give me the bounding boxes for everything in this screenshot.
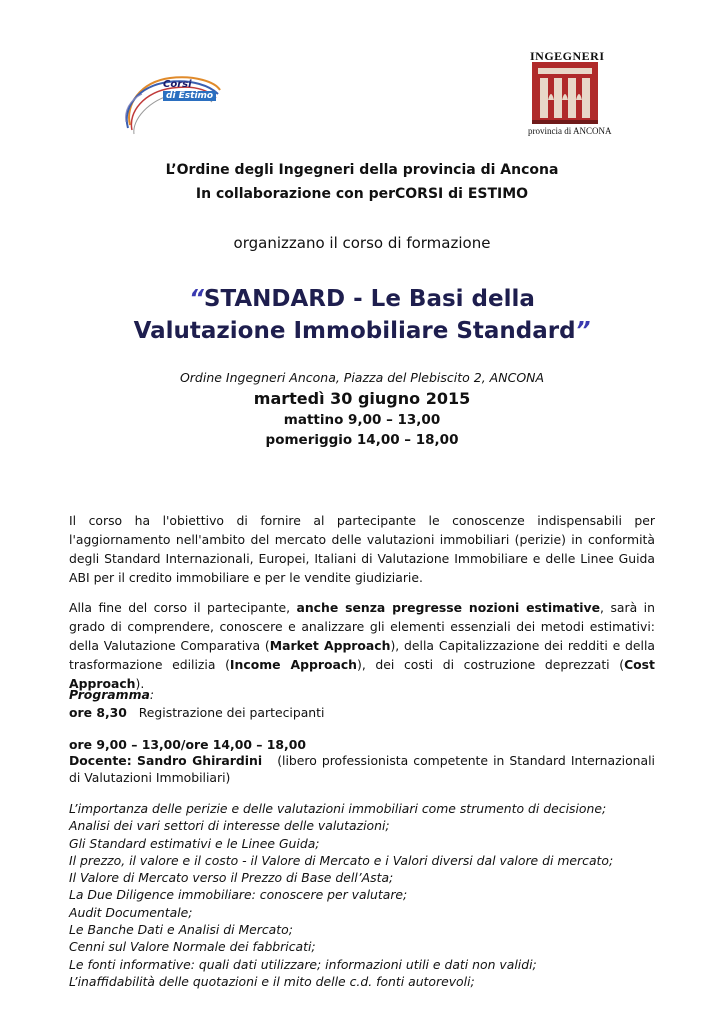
programma-colon: : (149, 687, 155, 702)
docente-label: Docente: Sandro Ghirardini (69, 753, 263, 768)
course-title-line2 (0, 318, 724, 344)
title-line2-text: Valutazione Immobiliare Standard (133, 318, 576, 344)
registration-time: ore 8,30 (69, 705, 127, 720)
list-item: L’importanza delle perizie e delle valutazioni immobiliari come strumento di decisione; (69, 801, 607, 816)
logo-corsi-text: Corsi (163, 79, 192, 90)
p2-text-e: ), della Capitalizzazione dei redditi e della trasformazione edilizia ( (69, 638, 655, 672)
programma-label: Programma (69, 687, 150, 702)
list-item: Cenni sul Valore Normale dei fabbricati; (69, 939, 316, 955)
event-place: Ordine Ingegneri Ancona, Piazza del Plebiscito 2, ANCONA (179, 370, 545, 385)
topics-list (69, 800, 613, 990)
logo-estimo-text: di Estimo (163, 91, 216, 101)
list-item: Il Valore di Mercato verso il Prezzo di Base dell’Asta; (69, 870, 394, 886)
registration-text: Registrazione dei partecipanti (138, 705, 325, 720)
list-item: La Due Diligence immobiliare: conoscere per valutare; (69, 887, 408, 903)
list-item: Le Banche Dati e Analisi di Mercato; (69, 922, 293, 938)
morning-time: mattino 9,00 – 13,00 (283, 412, 441, 428)
programma-heading (69, 686, 154, 703)
organizer-line: L’Ordine degli Ingegneri della provincia di Ancona (165, 162, 559, 178)
list-item: Audit Documentale; (69, 904, 193, 920)
intro-line: organizzano il corso di formazione (233, 234, 491, 252)
course-title-line1 (0, 286, 724, 312)
list-item: Le fonti informative: quali dati utilizzare; informazioni utili e dati non validi; (69, 956, 537, 972)
docente-paragraph (69, 752, 655, 786)
title-line1-text: STANDARD - Le Basi della (203, 286, 535, 312)
p2-text-a: Alla fine del corso il partecipante, (69, 600, 297, 615)
open-quote: “ (189, 286, 204, 312)
list-item: Gli Standard estimativi e le Linee Guida; (69, 835, 320, 851)
p2-text-g: ), dei costi di costruzione deprezzati ( (357, 657, 625, 672)
objective-paragraph: Il corso ha l'obiettivo di fornire al partecipante le conoscenze indispensabili per l'aggiornamento nell'ambito del mercato delle valutazioni immobiliari (perizie) in conformità degli Standard Internazionali, Europei, Italiani di Valutazione Immobiliare e delle Linee Guida ABI per il credito immobiliare e per le vendite giudiziarie. (69, 513, 655, 585)
ordine-provincia-text: provincia di ANCONA (528, 126, 612, 136)
collaboration-line: In collaborazione con perCORSI di ESTIMO (195, 186, 529, 202)
p2-text-c: , sarà in grado di comprendere, conoscere e analizzare gli elementi essenziali dei metodi estimativi: della Valutazione Comparativa ( (69, 600, 655, 653)
p2-bold-market: Market Approach (269, 638, 391, 653)
p2-bold-cost: Cost Approach (69, 657, 655, 691)
p2-bold-income: Income Approach (229, 657, 357, 672)
session-time: ore 9,00 – 13,00/ore 14,00 – 18,00 (69, 737, 307, 752)
close-quote: ” (575, 318, 591, 344)
ordine-ingegneri-word: INGEGNERI (530, 49, 605, 63)
afternoon-time: pomeriggio 14,00 – 18,00 (265, 432, 459, 448)
p2-text-i: ). (135, 676, 145, 691)
p2-bold-b: anche senza pregresse nozioni estimative (296, 600, 601, 615)
registration-row (69, 704, 324, 721)
list-item: L’inaffidabilità delle quotazioni e il mito delle c.d. fonti autorevoli; (69, 973, 475, 989)
docente-description: (libero professionista competente in Standard Internazionali di Valutazioni Immobiliari) (69, 753, 655, 785)
outcome-paragraph (69, 598, 655, 693)
list-item: Il prezzo, il valore e il costo - il Valore di Mercato e i Valori diversi dal valore di mercato; (69, 852, 614, 868)
list-item: Analisi dei vari settori di interesse delle valutazioni; (69, 818, 390, 834)
event-date: martedì 30 giugno 2015 (253, 389, 471, 408)
